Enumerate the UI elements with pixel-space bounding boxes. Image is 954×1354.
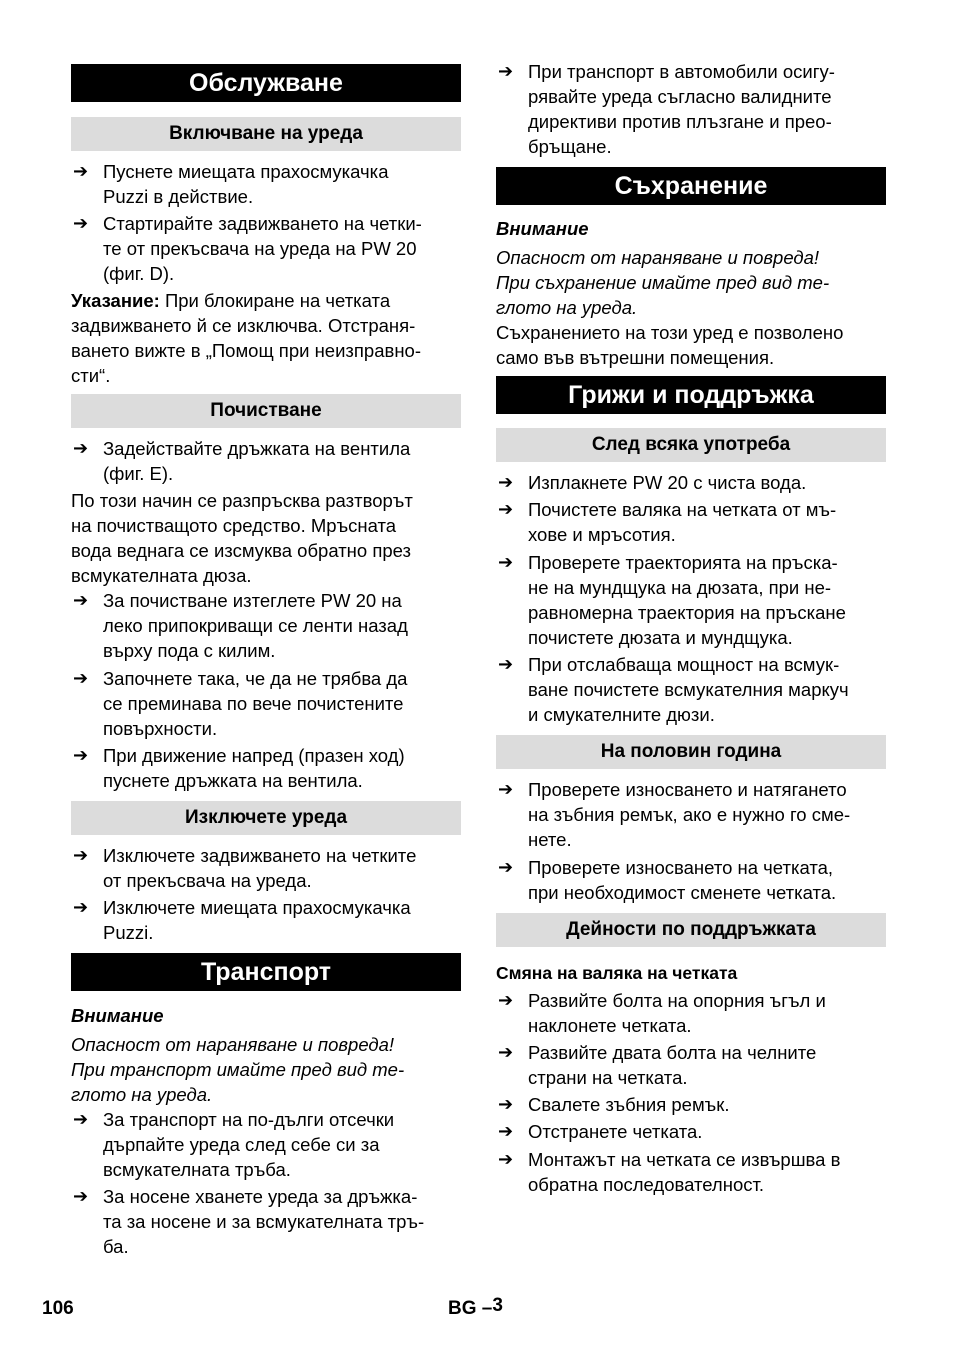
arrow-icon: ➔: [73, 897, 89, 917]
bullet-item: ➔ При транспорт в автомобили осигу- рявайте уреда съгласно валидните директиви против плъзгане и прео- бръщане.: [498, 61, 835, 157]
arrow-icon: ➔: [73, 590, 89, 610]
arrow-icon: ➔: [73, 845, 89, 865]
paragraph-line: всмукателната дюза.: [71, 565, 252, 586]
arrow-icon: ➔: [498, 1149, 514, 1169]
arrow-icon: ➔: [73, 438, 89, 458]
bullet-item: ➔ Проверете износването и натягането на зъбния ремък, ако е нужно го сме- нете.: [498, 779, 851, 850]
arrow-icon: ➔: [498, 990, 514, 1010]
paragraph-line: вода веднага се изсмуква обратно през: [71, 540, 412, 561]
heading-service: Обслужване: [71, 64, 461, 102]
arrow-icon: ➔: [73, 668, 89, 688]
bullet-item: ➔ При отслабваща мощност на всмук- ване почистете всмукателния маркуч и смукателните дюзи.: [498, 654, 849, 725]
bullet-item: ➔ Развийте болта на опорния ъгъл и наклонете четката.: [498, 990, 826, 1036]
warning-line: При съхранение имайте пред вид те-: [496, 272, 830, 293]
paragraph-line: Съхранението на този уред е позволено: [496, 322, 844, 343]
footer-dash: –: [481, 1298, 493, 1319]
note-line: сти“.: [71, 365, 111, 386]
subheading-switch-off: Изключете уреда: [71, 801, 461, 835]
bullet-item: ➔ Пуснете миещата прахосмукачка Puzzi в действие.: [73, 161, 389, 207]
paragraph-line: само във вътрешни помещения.: [496, 347, 775, 368]
warning-line: Опасност от нараняване и повреда!: [71, 1034, 395, 1055]
bullet-item: ➔ При движение напред (празен ход) пуснете дръжката на вентила.: [73, 745, 405, 791]
bullet-item: ➔ Задействайте дръжката на вентила (фиг. E).: [73, 438, 411, 484]
arrow-icon: ➔: [498, 472, 514, 492]
bullet-item: ➔ Свалете зъбния ремък.: [498, 1094, 730, 1115]
arrow-icon: ➔: [498, 857, 514, 877]
heading-storage: Съхранение: [496, 167, 886, 205]
subheading-cleaning: Почистване: [71, 394, 461, 428]
bullet-item: ➔ Почистете валяка на четката от мъ- хове и мръсотия.: [498, 499, 837, 545]
subheading-maintenance: Дейности по поддръжката: [496, 913, 886, 947]
warning-line: Опасност от нараняване и повреда!: [496, 247, 820, 268]
paragraph-line: По този начин се разпръсква разтворът: [71, 490, 413, 511]
arrow-icon: ➔: [498, 61, 514, 81]
arrow-icon: ➔: [498, 1094, 514, 1114]
arrow-icon: ➔: [73, 1186, 89, 1206]
bullet-item: ➔ Започнете така, че да не трябва да се преминава по вече почистените повърхности.: [73, 668, 408, 739]
note-paragraph: Указание: При блокиране на четката: [71, 290, 391, 311]
arrow-icon: ➔: [498, 499, 514, 519]
warning-line: глото на уреда.: [71, 1084, 213, 1105]
arrow-icon: ➔: [73, 161, 89, 181]
arrow-icon: ➔: [498, 1042, 514, 1062]
arrow-icon: ➔: [73, 1109, 89, 1129]
page-number: 106: [42, 1298, 74, 1319]
bullet-item: ➔ Изключете миещата прахосмукачка Puzzi.: [73, 897, 411, 943]
footer-section-marker: [448, 1295, 503, 1320]
heading-transport: Транспорт: [71, 953, 461, 991]
footer-lang: BG: [448, 1298, 477, 1319]
warning-line: глото на уреда.: [496, 297, 638, 318]
bullet-item: ➔ Развийте двата болта на челните страни на четката.: [498, 1042, 817, 1088]
note-line: задвижването й се изключва. Отстраня-: [71, 315, 416, 336]
arrow-icon: ➔: [73, 213, 89, 233]
arrow-icon: ➔: [498, 1121, 514, 1141]
arrow-icon: ➔: [498, 552, 514, 572]
arrow-icon: ➔: [498, 779, 514, 799]
bullet-item: ➔ Отстранете четката.: [498, 1121, 703, 1142]
paragraph-line: на почистващото средство. Мръсната: [71, 515, 397, 536]
subheading-after-use: След всяка употреба: [496, 428, 886, 462]
bullet-item: ➔ Проверете износването на четката, при необходимост сменете четката.: [498, 857, 837, 903]
bullet-item: ➔ Изплакнете PW 20 с чиста вода.: [498, 472, 807, 493]
note-line: ването вижте в „Помощ при неизправно-: [71, 340, 422, 361]
warning-label: Внимание: [496, 218, 589, 239]
subsection-title: Смяна на валяка на четката: [496, 963, 738, 983]
warning-line: При транспорт имайте пред вид те-: [71, 1059, 405, 1080]
bullet-item: ➔ Стартирайте задвижването на четки- те от прекъсвача на уреда на PW 20 (фиг. D).: [73, 213, 422, 284]
footer-section-number: 3: [492, 1295, 503, 1316]
arrow-icon: ➔: [498, 654, 514, 674]
subheading-switch-on: Включване на уреда: [71, 117, 461, 151]
note-label: Указание:: [71, 290, 160, 311]
subheading-half-year: На половин година: [496, 735, 886, 769]
bullet-item: ➔ За носене хванете уреда за дръжка- та за носене и за всмукателната тръ- ба.: [73, 1186, 425, 1257]
bullet-item: ➔ Изключете задвижването на четките от прекъсвача на уреда.: [73, 845, 417, 891]
warning-label: Внимание: [71, 1005, 164, 1026]
heading-care: Грижи и поддръжка: [496, 376, 886, 414]
bullet-item: ➔ Проверете траекторията на пръска- не на мундщука на дюзата, при не- равномерна траектория на пръскане почистете дюзата и мундщука.: [498, 552, 846, 648]
arrow-icon: ➔: [73, 745, 89, 765]
bullet-item: ➔ За почистване изтеглете PW 20 на леко припокриващи се ленти назад върху пода с килим.: [73, 590, 408, 661]
bullet-item: ➔ Монтажът на четката се извършва в обратна последователност.: [498, 1149, 841, 1195]
bullet-item: ➔ За транспорт на по-дълги отсечки дърпайте уреда след себе си за всмукателната тръба.: [73, 1109, 395, 1180]
